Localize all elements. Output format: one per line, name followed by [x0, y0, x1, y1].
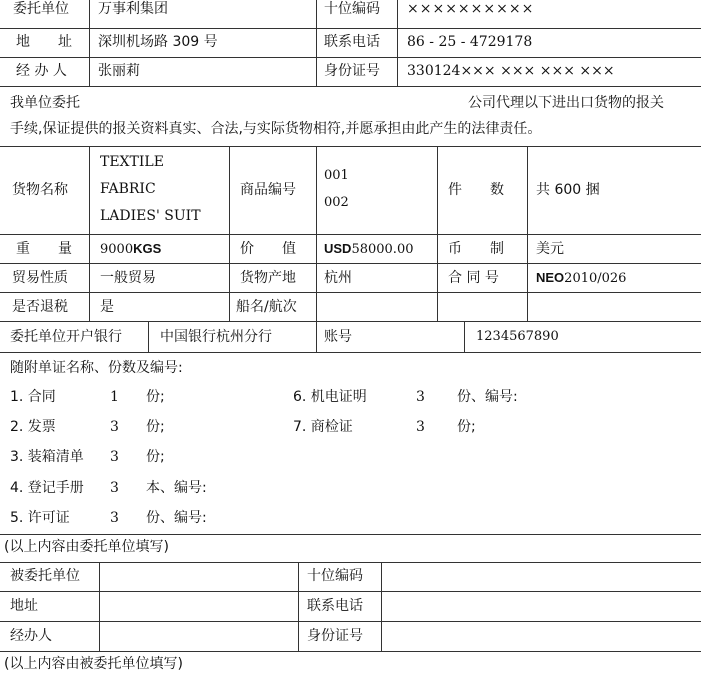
tax-refund-label: 是否退税 [12, 299, 68, 315]
trade-type-label: 贸易性质 [12, 270, 68, 286]
ten-digit-code-label: 十位编码 [324, 1, 380, 17]
account-value: 1234567890 [476, 329, 559, 344]
contract-label: 合 同 号 [448, 270, 499, 286]
doc-item-unit: 份; [457, 419, 476, 435]
doc-item-count: 3 [110, 449, 119, 465]
client-fill-note: (以上内容由委托单位填写) [4, 539, 169, 555]
origin-label: 货物产地 [240, 270, 296, 286]
intro-line2: 手续,保证提供的报关资料真实、合法,与实际货物相符,并愿承担由此产生的法律责任。 [10, 121, 542, 137]
weight-value [100, 240, 161, 259]
doc-item-count: 3 [110, 510, 119, 526]
doc-item-name: 4. 登记手册 [10, 480, 84, 496]
doc-item-unit: 本、编号: [146, 480, 207, 496]
doc-item-unit: 份、编号: [457, 389, 518, 405]
client-unit-label: 委托单位 [13, 1, 69, 17]
goods-code-1: 001 [324, 168, 349, 183]
goods-code-2: 002 [324, 195, 349, 210]
handler-value: 张丽莉 [98, 63, 140, 79]
doc-item-name: 2. 发票 [10, 419, 56, 435]
id-number-label: 身份证号 [324, 63, 380, 79]
doc-item-unit: 份; [146, 389, 165, 405]
goods-name-line-3: LADIES' SUIT [100, 208, 201, 224]
doc-item-unit: 份; [146, 449, 165, 465]
vessel-label: 船名/航次 [236, 299, 297, 315]
quantity-value: 共 600 捆 [536, 182, 600, 198]
contract-number: 2010/026 [564, 271, 627, 286]
agent-phone-label: 联系电话 [307, 598, 363, 614]
doc-item-count: 1 [110, 389, 119, 405]
intro-left: 我单位委托 [10, 95, 80, 111]
contract-value [536, 269, 626, 288]
handler-label: 经 办 人 [16, 63, 67, 79]
agent-id-label: 身份证号 [307, 628, 363, 644]
bank-value: 中国银行杭州分行 [160, 329, 272, 345]
doc-item-name: 7. 商检证 [293, 419, 353, 435]
agent-handler-label: 经办人 [10, 628, 52, 644]
goods-name-label: 货物名称 [12, 182, 68, 198]
agent-fill-note: (以上内容由被委托单位填写) [4, 656, 183, 672]
doc-item-count: 3 [110, 419, 119, 435]
address-value: 深圳机场路 309 号 [98, 34, 218, 50]
doc-item-unit: 份、编号: [146, 510, 207, 526]
bank-label: 委托单位开户银行 [10, 329, 122, 345]
goods-name-line-2: FABRIC [100, 181, 156, 197]
doc-item-name: 5. 许可证 [10, 510, 70, 526]
agent-code-label: 十位编码 [307, 568, 363, 584]
price-currency: USD [324, 241, 352, 256]
account-label: 账号 [324, 329, 352, 345]
goods-name-line-1: TEXTILE [100, 154, 164, 170]
client-unit-value: 万事利集团 [98, 1, 168, 17]
price-label: 价 值 [240, 241, 296, 257]
currency-label: 币 制 [448, 241, 504, 257]
price-number: 58000.00 [351, 242, 414, 257]
goods-code-label: 商品编号 [240, 182, 296, 198]
doc-item-name: 6. 机电证明 [293, 389, 367, 405]
trade-type-value: 一般贸易 [100, 270, 156, 286]
intro-right: 公司代理以下进出口货物的报关 [468, 95, 664, 111]
agent-unit-label: 被委托单位 [10, 568, 80, 584]
quantity-label: 件 数 [448, 182, 504, 198]
currency-value: 美元 [536, 241, 564, 257]
weight-number: 9000 [100, 242, 134, 257]
weight-label: 重 量 [16, 241, 72, 257]
docs-heading: 随附单证名称、份数及编号: [10, 360, 183, 376]
contract-prefix: NEO [536, 270, 565, 285]
ten-digit-code-value: ×××××××××× [407, 1, 535, 17]
doc-item-count: 3 [110, 480, 119, 496]
address-label: 地 址 [16, 34, 72, 50]
phone-label: 联系电话 [324, 34, 380, 50]
doc-item-count: 3 [416, 389, 425, 405]
doc-item-count: 3 [416, 419, 425, 435]
id-number-value: 330124××× ××× ××× ××× [407, 63, 615, 79]
origin-value: 杭州 [324, 270, 352, 286]
tax-refund-value: 是 [100, 299, 114, 315]
doc-item-unit: 份; [146, 419, 165, 435]
agent-address-label: 地址 [10, 598, 38, 614]
price-value [324, 240, 413, 259]
doc-item-name: 1. 合同 [10, 389, 56, 405]
weight-unit: KGS [133, 241, 162, 256]
phone-value: 86 - 25 - 4729178 [407, 34, 533, 50]
doc-item-name: 3. 装箱清单 [10, 449, 84, 465]
